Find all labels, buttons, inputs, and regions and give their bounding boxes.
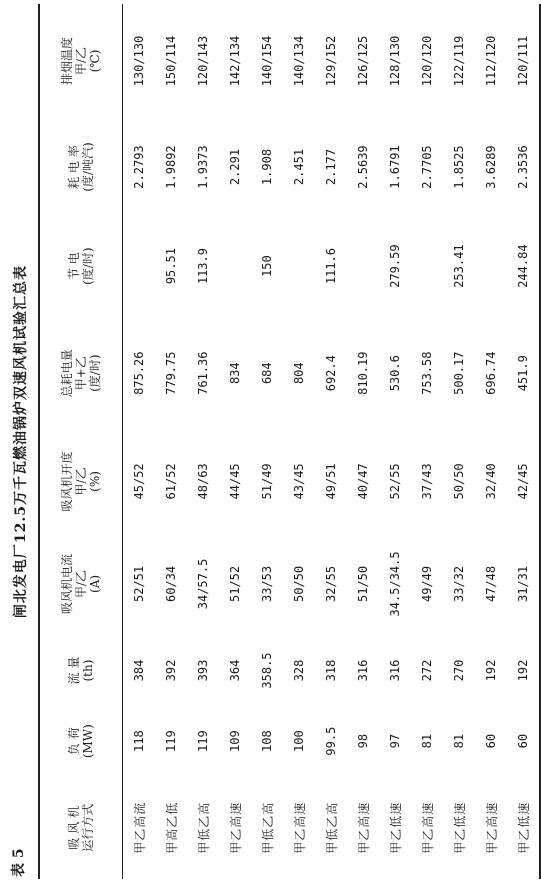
cell-saving: 111.6: [324, 248, 338, 285]
cell-saving: [219, 216, 251, 316]
cell-mode: 甲乙高速: [292, 801, 307, 854]
cell-total-power: 500.17: [452, 351, 466, 395]
cell-rate: 1.9373: [196, 145, 210, 189]
cell-current: 60/34: [164, 565, 178, 603]
cell-exhaust-temp: 120/111: [516, 35, 530, 87]
cell-load: 118: [132, 730, 146, 752]
cell-total-power: 530.6: [388, 355, 402, 392]
cell-total-power: 779.75: [164, 351, 178, 395]
cell-opening: 50/50: [452, 463, 466, 500]
cell-opening: 49/51: [324, 463, 338, 500]
cell-flow: 318: [324, 659, 338, 682]
cell-flow: 393: [196, 659, 210, 682]
cell-saving: [123, 216, 156, 316]
cell-mode: 甲乙低速: [516, 801, 531, 854]
cell-load: 60: [484, 733, 498, 749]
cell-saving: [283, 216, 315, 316]
cell-exhaust-temp: 142/134: [228, 35, 242, 87]
cell-flow: 328: [292, 659, 306, 682]
header-exhaust-temp: 排烟温度 甲/乙 (℃): [39, 4, 123, 118]
table-row: [315, 4, 347, 879]
cell-total-power: 684: [260, 362, 274, 385]
cell-load: 99.5: [324, 726, 338, 756]
cell-load: 100: [292, 730, 306, 752]
cell-rate: 2.291: [228, 148, 242, 186]
cell-load: 109: [228, 730, 242, 752]
cell-exhaust-temp: 128/130: [388, 35, 402, 87]
cell-opening: 42/45: [516, 463, 530, 500]
cell-flow: 192: [516, 659, 530, 682]
cell-exhaust-temp: 120/120: [420, 35, 434, 87]
cell-saving: [475, 216, 507, 316]
cell-total-power: 696.74: [484, 351, 498, 395]
cell-total-power: 810.19: [356, 351, 370, 395]
cell-rate: 2.2793: [132, 145, 146, 189]
cell-rate: 3.6289: [484, 145, 498, 189]
table-number-text: 表 5: [11, 848, 27, 877]
table-row: [155, 4, 187, 879]
cell-saving: [347, 216, 379, 316]
cell-flow: 316: [388, 659, 402, 682]
cell-mode: 甲低乙高: [260, 801, 275, 854]
cell-exhaust-temp: 140/134: [292, 35, 306, 87]
cell-saving: 253.41: [452, 244, 466, 288]
cell-opening: 37/43: [420, 463, 434, 500]
cell-saving: 150: [260, 255, 274, 277]
header-load: 负 荷 (MW): [39, 706, 123, 777]
table-row: [379, 4, 411, 879]
cell-load: 60: [516, 733, 530, 749]
cell-flow: 272: [420, 659, 434, 682]
cell-exhaust-temp: 126/125: [356, 35, 370, 87]
header-total-power: 总耗电量 甲+乙 (度/时): [39, 316, 123, 430]
cell-current: 52/51: [132, 565, 146, 603]
header-rate: 耗 电 率 (度/吨汽): [39, 118, 123, 216]
cell-rate: 2.7705: [420, 145, 434, 189]
cell-current: 31/31: [516, 565, 530, 603]
cell-opening: 45/52: [132, 463, 146, 500]
table-title: 闸北发电厂12.5万千瓦燃油锅炉双速风机试验汇总表: [13, 264, 29, 619]
cell-opening: 52/55: [388, 463, 402, 500]
cell-current: 50/50: [292, 565, 306, 603]
cell-saving: 113.9: [196, 248, 210, 285]
cell-mode: 甲乙高速: [484, 801, 499, 854]
summary-table: [38, 4, 541, 879]
cell-saving: 244.84: [516, 244, 530, 288]
table-row: [411, 4, 443, 879]
table-row: [507, 4, 540, 879]
cell-current: 33/32: [452, 565, 466, 603]
cell-current: 47/48: [484, 565, 498, 603]
cell-mode: 甲低乙高: [196, 801, 211, 854]
cell-load: 81: [452, 733, 466, 749]
cell-load: 108: [260, 730, 274, 752]
cell-flow: 358.5: [260, 652, 274, 689]
cell-total-power: 692.4: [324, 355, 338, 392]
cell-exhaust-temp: 120/143: [196, 35, 210, 87]
cell-opening: 44/45: [228, 463, 242, 500]
cell-load: 97: [388, 733, 402, 749]
cell-current: 34/57.5: [196, 558, 210, 610]
cell-flow: 192: [484, 659, 498, 682]
cell-total-power: 761.36: [196, 351, 210, 395]
cell-load: 119: [164, 730, 178, 752]
table-row: [475, 4, 507, 879]
cell-mode: 甲乙高速: [228, 801, 243, 854]
cell-current: 51/52: [228, 565, 242, 603]
cell-total-power: 804: [292, 362, 306, 385]
cell-current: 51/50: [356, 565, 370, 603]
cell-opening: 32/40: [484, 463, 498, 500]
header-saving: 节 电 (度/时): [39, 216, 123, 316]
table-row: [123, 4, 156, 879]
cell-load: 81: [420, 733, 434, 749]
cell-total-power: 753.58: [420, 351, 434, 395]
cell-mode: 甲乙高速: [356, 801, 371, 854]
cell-mode: 甲高乙低: [164, 801, 179, 854]
cell-load: 98: [356, 733, 370, 749]
cell-flow: 316: [356, 659, 370, 682]
cell-rate: 1.6791: [388, 145, 402, 189]
cell-exhaust-temp: 130/130: [132, 35, 146, 87]
cell-opening: 51/49: [260, 463, 274, 500]
cell-total-power: 834: [228, 362, 242, 385]
table-row: [219, 4, 251, 879]
table-row: [187, 4, 219, 879]
header-current: 吸风机电流 甲/乙 (A): [39, 533, 123, 636]
cell-mode: 甲乙高速: [420, 801, 435, 854]
cell-rate: 1.9892: [164, 145, 178, 189]
cell-current: 33/53: [260, 565, 274, 603]
header-mode: 吸 风 机 运行方式: [39, 776, 123, 879]
cell-opening: 61/52: [164, 463, 178, 500]
cell-mode: 甲低乙高: [324, 801, 339, 854]
header-row: [39, 4, 123, 879]
cell-opening: 48/63: [196, 463, 210, 500]
cell-exhaust-temp: 122/119: [452, 35, 466, 87]
table-row: [443, 4, 475, 879]
cell-flow: 384: [132, 659, 146, 682]
cell-exhaust-temp: 129/152: [324, 35, 338, 87]
table-row: [283, 4, 315, 879]
cell-exhaust-temp: 140/154: [260, 35, 274, 87]
cell-mode: 甲乙低速: [388, 801, 403, 854]
header-flow: 流 量 (th): [39, 635, 123, 706]
cell-mode: 甲乙高流: [132, 801, 147, 854]
header-opening: 吸风机开度 甲/乙 (%): [39, 430, 123, 533]
cell-total-power: 875.26: [132, 351, 146, 395]
cell-rate: 2.451: [292, 148, 306, 186]
cell-opening: 40/47: [356, 463, 370, 500]
cell-saving: 279.59: [388, 244, 402, 288]
cell-flow: 364: [228, 659, 242, 682]
cell-exhaust-temp: 112/120: [484, 35, 498, 87]
cell-opening: 43/45: [292, 463, 306, 500]
cell-rate: 1.908: [260, 148, 274, 186]
cell-current: 32/55: [324, 565, 338, 603]
cell-rate: 2.3536: [516, 145, 530, 189]
cell-mode: 甲乙低速: [452, 801, 467, 854]
cell-saving: 95.51: [164, 248, 178, 285]
table-row: [251, 4, 283, 879]
cell-flow: 392: [164, 659, 178, 682]
cell-flow: 270: [452, 659, 466, 682]
cell-total-power: 451.9: [516, 355, 530, 392]
cell-current: 49/49: [420, 565, 434, 603]
cell-rate: 2.177: [324, 148, 338, 186]
cell-exhaust-temp: 150/114: [164, 35, 178, 87]
cell-saving: [411, 216, 443, 316]
cell-rate: 2.5639: [356, 145, 370, 189]
cell-current: 34.5/34.5: [388, 551, 402, 617]
cell-load: 119: [196, 730, 210, 752]
cell-rate: 1.8525: [452, 145, 466, 189]
table-row: [347, 4, 379, 879]
